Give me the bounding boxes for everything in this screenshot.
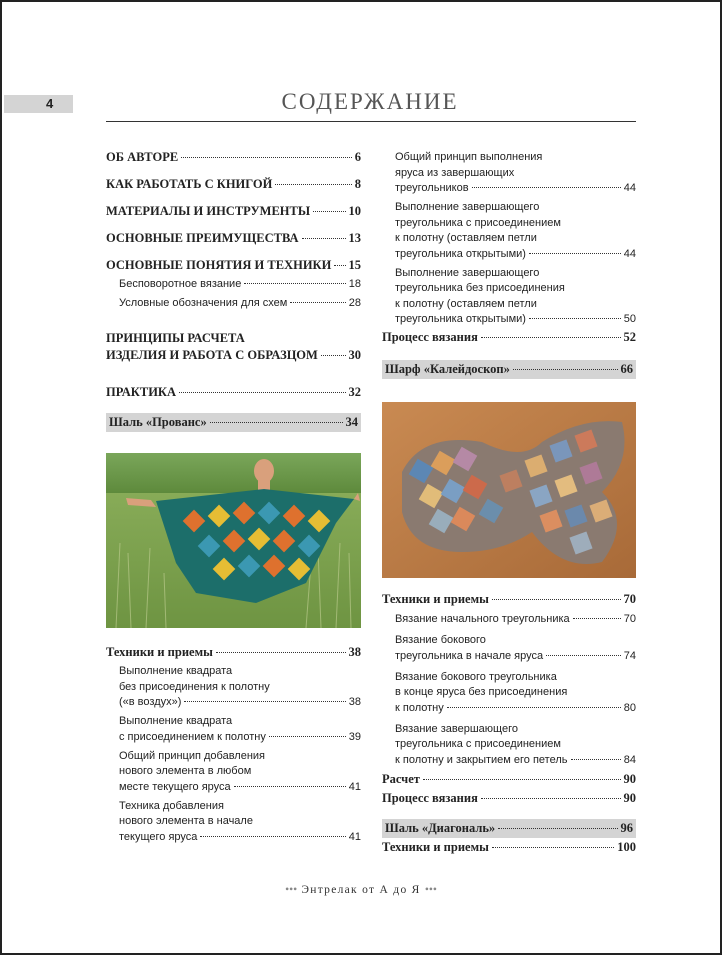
toc-entry[interactable]: Расчет 90 — [382, 771, 636, 786]
toc-entry[interactable]: Процесс вязания 52 — [382, 330, 636, 344]
toc-subentry-line: Вязание бокового — [395, 634, 486, 646]
toc-entry[interactable]: ОСНОВНЫЕ ПОНЯТИЯ И ТЕХНИКИ 15 — [106, 258, 361, 272]
toc-subentry-line: нового элемента в любом — [119, 765, 252, 777]
toc-entry[interactable]: ИЗДЕЛИЯ И РАБОТА С ОБРАЗЦОМ 30 — [106, 348, 361, 362]
toc-subentry[interactable]: треугольника открытыми) 44 — [395, 247, 636, 260]
toc-subentry[interactable]: треугольника открытыми) 50 — [395, 313, 636, 325]
toc-subentry[interactable]: текущего яруса 41 — [119, 830, 361, 843]
toc-subentry-line: к полотну (оставляем петли — [395, 232, 537, 244]
toc-subentry-line: Выполнение завершающего — [395, 266, 540, 279]
toc-subentry[interactable]: месте текущего яруса 41 — [119, 780, 361, 793]
toc-subentry-line: Общий принцип добавления — [119, 749, 266, 762]
toc-entry[interactable]: КАК РАБОТАТЬ С КНИГОЙ 8 — [106, 177, 361, 191]
toc-subentry-line: нового элемента в начале — [119, 815, 253, 827]
toc-subentry-line: к полотну (оставляем петли — [395, 297, 537, 310]
toc-subentry[interactable]: к полотну и закрытием его петель 84 — [395, 753, 636, 766]
toc-entry[interactable]: Техники и приемы 70 — [382, 592, 636, 606]
scarf-kaleidoscope-photo — [382, 402, 636, 578]
toc-section-shal-diagonal[interactable]: Шаль «Диагональ» 96 — [382, 819, 636, 838]
toc-subentry[interactable]: Вязание начального треугольника 70 — [395, 613, 636, 625]
toc-subentry-line: треугольника без присоединения — [395, 282, 565, 294]
toc-subentry-line: яруса из завершающих — [395, 166, 515, 179]
toc-left-column-lower — [106, 645, 361, 845]
toc-subentry-line: Общий принцип выполнения — [395, 151, 543, 163]
toc-subentry[interactable]: («в воздух») 38 — [119, 696, 361, 708]
shawl-provans-photo — [106, 453, 361, 628]
toc-subentry[interactable]: к полотну 80 — [395, 701, 636, 714]
toc-entry[interactable]: ПРАКТИКА 32 — [106, 385, 361, 399]
toc-subentry[interactable]: треугольника в начале яруса 74 — [395, 649, 636, 662]
toc-subentry[interactable]: с присоединением к полотну 39 — [119, 730, 361, 743]
toc-section-shal-provans[interactable]: Шаль «Прованс» 34 — [106, 413, 361, 432]
toc-entry[interactable]: Техники и приемы 38 — [106, 645, 361, 659]
toc-subentry-line: Выполнение завершающего — [395, 201, 540, 213]
running-footer — [0, 884, 722, 896]
toc-entry[interactable]: ОБ АВТОРЕ 6 — [106, 150, 361, 164]
toc-right-column-lower — [382, 592, 636, 855]
toc-subentry-line: Вязание завершающего — [395, 722, 518, 735]
page-title: СОДЕРЖАНИЕ — [281, 89, 459, 114]
title-rule — [106, 121, 636, 122]
toc-entry[interactable]: МАТЕРИАЛЫ И ИНСТРУМЕНТЫ 10 — [106, 204, 361, 218]
toc-subentry-line: без присоединения к полотну — [119, 680, 270, 693]
toc-subentry[interactable]: Условные обозначения для схем 28 — [119, 297, 361, 309]
toc-subentry-line: Техника добавления — [119, 799, 224, 812]
toc-subentry-line: Выполнение квадрата — [119, 665, 233, 677]
toc-entry-line: ПРИНЦИПЫ РАСЧЕТА — [106, 331, 245, 345]
toc-subentry-line: в конце яруса без присоединения — [395, 686, 568, 698]
footer-ornament-left: ••• — [285, 884, 298, 896]
toc-subentry-line: треугольника с присоединением — [395, 216, 561, 229]
toc-subentry[interactable]: Бесповоротное вязание 18 — [119, 278, 361, 290]
toc-subentry[interactable]: треугольников 44 — [395, 182, 636, 194]
footer-ornament-right: ••• — [424, 884, 437, 896]
toc-entry[interactable]: Процесс вязания 90 — [382, 790, 636, 805]
toc-left-column — [106, 150, 361, 432]
toc-subentry-line: Выполнение квадрата — [119, 715, 233, 727]
page-number: 4 — [4, 95, 73, 113]
toc-right-column — [382, 150, 636, 379]
toc-entry[interactable]: ОСНОВНЫЕ ПРЕИМУЩЕСТВА 13 — [106, 231, 361, 245]
toc-subentry-line: Вязание бокового треугольника — [395, 670, 557, 683]
toc-subentry-line: треугольника с присоединением — [395, 738, 561, 750]
toc-section-sharf[interactable]: Шарф «Калейдоскоп» 66 — [382, 360, 636, 379]
toc-entry[interactable]: Техники и приемы 100 — [382, 839, 636, 854]
footer-title: Энтрелак от А до Я — [301, 884, 421, 896]
